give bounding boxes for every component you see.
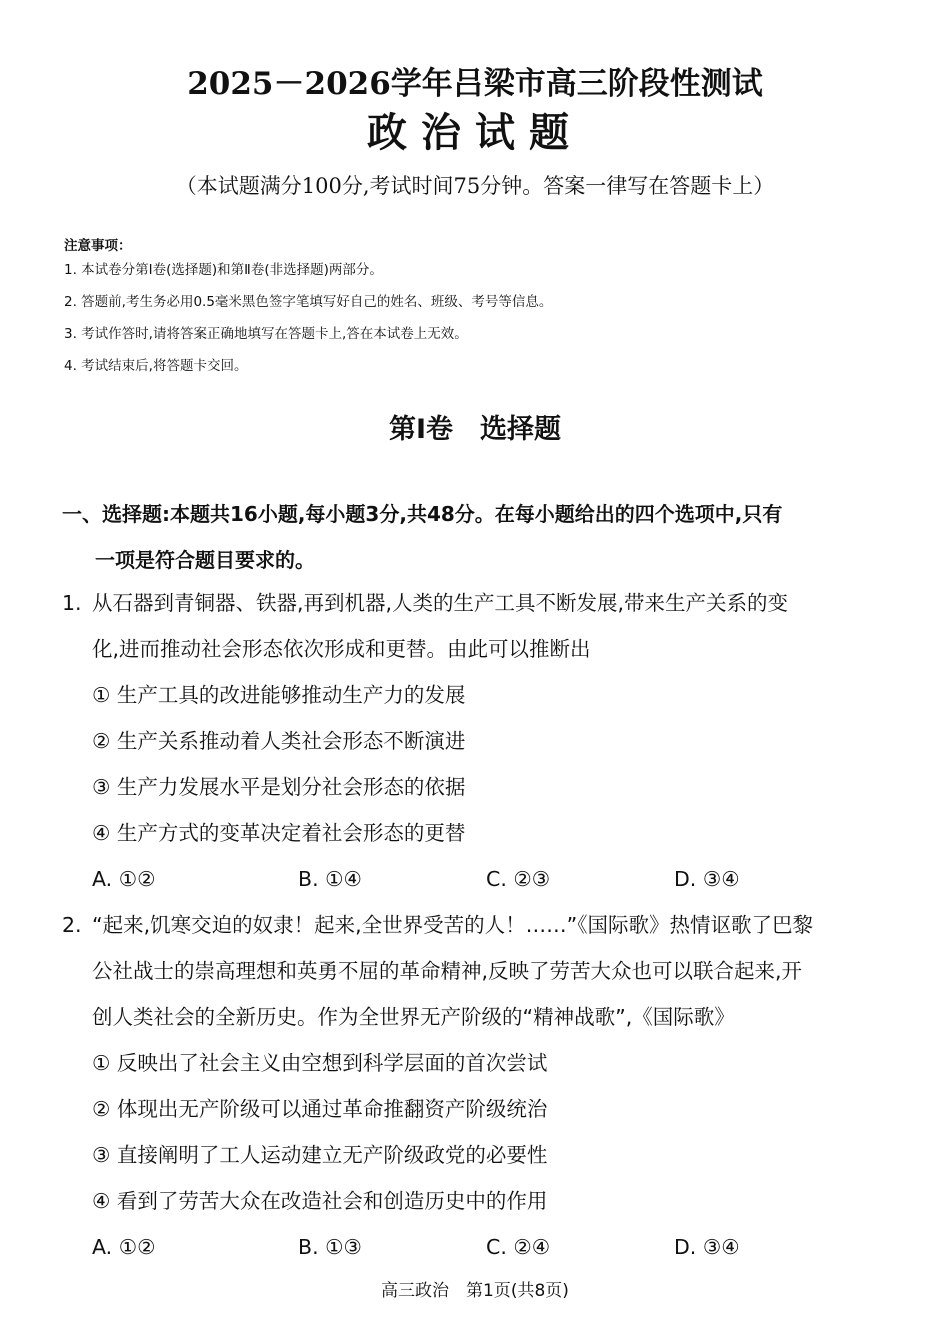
statement-option: ① 生产工具的改进能够推动生产力的发展 xyxy=(92,683,466,707)
answer-choice-c: C. ②③ xyxy=(486,867,551,891)
answer-choices xyxy=(62,1224,902,1270)
question-1 xyxy=(62,580,902,902)
part-one-intro-line: 一项是符合题目要求的。 xyxy=(95,548,315,572)
statement-option: ② 生产关系推动着人类社会形态不断演进 xyxy=(92,729,466,753)
question-2 xyxy=(62,902,902,1270)
notice-item: 2. 答题前,考生务必用0.5毫米黑色签字笔填写好自己的姓名、班级、考号等信息。 xyxy=(64,294,553,310)
notice-heading: 注意事项： xyxy=(64,238,132,254)
answer-choice-b: B. ①④ xyxy=(298,867,362,891)
question-stem-line: 公社战士的崇高理想和英勇不屈的革命精神,反映了劳苦大众也可以联合起来,开 xyxy=(92,959,803,983)
answer-choice-c: C. ②④ xyxy=(486,1235,551,1259)
statement-option: ③ 生产力发展水平是划分社会形态的依据 xyxy=(92,775,466,799)
question-number: 2. xyxy=(62,913,82,937)
statement-option: ① 反映出了社会主义由空想到科学层面的首次尝试 xyxy=(92,1051,548,1075)
answer-choices xyxy=(62,856,902,902)
exam-title: 2025－2026学年吕梁市高三阶段性测试 xyxy=(187,66,763,102)
question-stem-text: 从石器到青铜器、铁器,再到机器,人类的生产工具不断发展,带来生产关系的变 xyxy=(92,591,789,615)
question-stem-line: 创人类社会的全新历史。作为全世界无产阶级的“精神战歌”,《国际歌》 xyxy=(92,1005,735,1029)
question-stem-text: “起来,饥寒交迫的奴隶！起来,全世界受苦的人！……”《国际歌》热情讴歌了巴黎 xyxy=(92,913,814,937)
answer-choice-d: D. ③④ xyxy=(674,1235,740,1259)
question-number: 1. xyxy=(62,591,82,615)
question-stem-line: 化,进而推动社会形态依次形成和更替。由此可以推断出 xyxy=(92,637,591,661)
part-one-instructions xyxy=(62,491,902,583)
statement-option: ③ 直接阐明了工人运动建立无产阶级政党的必要性 xyxy=(92,1143,548,1167)
exam-info: （本试题满分100分,考试时间75分钟。答案一律写在答题卡上） xyxy=(175,174,775,198)
statement-option: ④ 看到了劳苦大众在改造社会和创造历史中的作用 xyxy=(92,1189,548,1213)
notice-item: 1. 本试卷分第Ⅰ卷(选择题)和第Ⅱ卷(非选择题)两部分。 xyxy=(64,262,383,278)
answer-choice-a: A. ①② xyxy=(92,1235,156,1259)
notice-block xyxy=(64,236,552,388)
question-stem-line xyxy=(62,580,902,626)
answer-choice-b: B. ①③ xyxy=(298,1235,362,1259)
section-heading: 第Ⅰ卷 选择题 xyxy=(388,414,562,445)
question-stem-line xyxy=(62,902,902,948)
answer-choice-d: D. ③④ xyxy=(674,867,740,891)
notice-item: 4. 考试结束后,将答题卡交回。 xyxy=(64,358,248,374)
page-footer: 高三政治 第1页(共8页) xyxy=(381,1281,569,1301)
answer-choice-a: A. ①② xyxy=(92,867,156,891)
statement-option: ② 体现出无产阶级可以通过革命推翻资产阶级统治 xyxy=(92,1097,548,1121)
statement-option: ④ 生产方式的变革决定着社会形态的更替 xyxy=(92,821,466,845)
notice-item: 3. 考试作答时,请将答案正确地填写在答题卡上,答在本试卷上无效。 xyxy=(64,326,468,342)
part-one-intro-line: 一、选择题:本题共16小题,每小题3分,共48分。在每小题给出的四个选项中,只有 xyxy=(62,502,783,526)
subject-title: 政治试题 xyxy=(367,109,583,156)
